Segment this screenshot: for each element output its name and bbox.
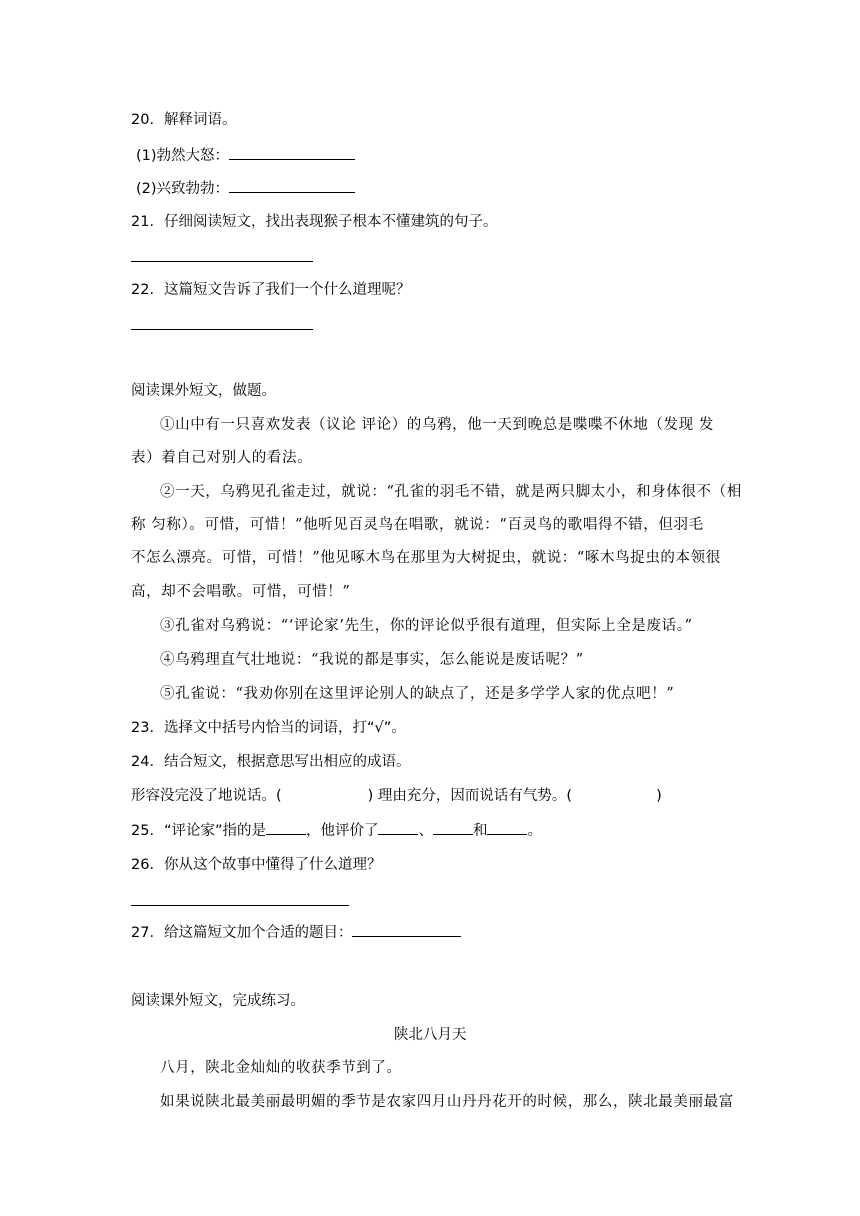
q25-part-1: 25．“评论家”指的是 (131, 823, 266, 839)
passage-line: 如果说陕北最美丽最明媚的季节是农家四月山丹丹花开的时候，那么，陕北最美丽最富 (160, 1094, 734, 1110)
question-27 (131, 922, 461, 943)
answer-blank[interactable] (433, 820, 473, 835)
answer-blank[interactable] (229, 145, 355, 160)
question-26: 26．你从这个故事中懂得了什么道理？ (131, 857, 382, 873)
q20-item-2-label: (2)兴致勃勃： (136, 181, 230, 197)
q24-prompt (131, 786, 662, 806)
answer-line[interactable] (131, 329, 313, 330)
section-instruction: 阅读课外短文，做题。 (131, 383, 276, 399)
q20-item-1 (136, 145, 355, 166)
q20-item-1-label: (1)勃然大怒： (136, 148, 230, 164)
passage-line: 不怎么漂亮。可惜，可惜！”他见啄木鸟在那里为大树捉虫，就说：“啄木鸟捉虫的本领很 (131, 550, 721, 566)
q24-prompt-2: ) 理由充分，因而说话有气势。( (367, 788, 573, 804)
question-21: 21．仔细阅读短文，找出表现猴子根本不懂建筑的句子。 (131, 214, 498, 230)
passage-line: ⑤孔雀说：“我劝你别在这里评论别人的缺点了，还是多学学人家的优点吧！” (160, 686, 675, 702)
question-24: 24．结合短文，根据意思写出相应的成语。 (131, 754, 411, 770)
passage-line: ②一天，乌鸦见孔雀走过，就说：“孔雀的羽毛不错，就是两只脚太小，和身体很不（相 (160, 484, 742, 500)
passage-line: 表）着自己对别人的看法。 (131, 450, 313, 466)
question-23: 23．选择文中括号内恰当的词语，打“√”。 (131, 720, 406, 736)
passage-line: ④乌鸦理直气壮地说：“我说的都是事实，怎么能说是废话呢？” (160, 652, 584, 668)
passage-line: ①山中有一只喜欢发表（议论 评论）的乌鸦，他一天到晚总是喋喋不休地（发现 发 (160, 417, 715, 433)
q20-item-2 (136, 178, 355, 199)
answer-blank[interactable] (266, 820, 306, 835)
question-25 (131, 820, 542, 841)
question-22: 22．这篇短文告诉了我们一个什么道理呢？ (131, 282, 411, 298)
passage-title: 陕北八月天 (394, 1027, 467, 1043)
answer-blank[interactable] (378, 820, 418, 835)
q25-part-2: ，他评价了 (305, 823, 379, 839)
answer-blank[interactable] (487, 820, 527, 835)
passage-line: 高，却不会唱歌。可惜，可惜！” (131, 584, 351, 600)
passage-line: 八月，陕北金灿灿的收获季节到了。 (160, 1060, 402, 1076)
answer-blank[interactable] (229, 178, 355, 193)
section-instruction: 阅读课外短文，完成练习。 (131, 993, 305, 1009)
q27-label: 27．给这篇短文加个合适的题目： (131, 925, 353, 941)
answer-line[interactable] (131, 905, 349, 906)
passage-line: ③孔雀对乌鸦说：“‘评论家’先生，你的评论似乎很有道理，但实际上全是废话。” (160, 618, 693, 634)
q25-part-4: 和 (472, 823, 488, 839)
q25-part-5: 。 (527, 823, 542, 839)
passage-line: 称 匀称）。可惜，可惜！”他听见百灵鸟在唱歌，就说：“百灵鸟的歌唱得不错，但羽毛 (131, 517, 704, 533)
question-20: 20．解释词语。 (131, 112, 237, 128)
q25-part-3: 、 (418, 823, 433, 839)
q24-prompt-1: 形容没完没了地说话。( (131, 788, 282, 804)
answer-blank[interactable] (352, 922, 461, 937)
q24-prompt-close: ) (656, 788, 662, 804)
answer-line[interactable] (131, 261, 313, 262)
